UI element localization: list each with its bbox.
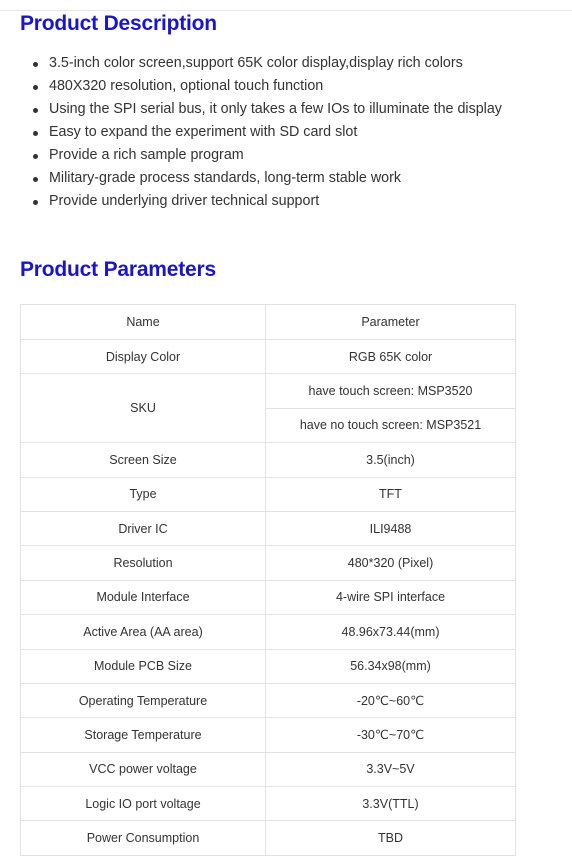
product-description-heading: Product Description — [20, 12, 217, 35]
description-bullet-list — [29, 52, 502, 213]
table-row — [21, 340, 516, 374]
param-value: 3.3V~5V — [266, 752, 516, 786]
param-name: Display Color — [21, 340, 266, 374]
param-name: Power Consumption — [21, 821, 266, 855]
parameters-table — [20, 304, 516, 856]
param-value: -20℃~60℃ — [266, 683, 516, 717]
table-row — [21, 787, 516, 821]
list-item: Provide a rich sample program — [29, 144, 502, 167]
table-row — [21, 683, 516, 717]
param-name: Logic IO port voltage — [21, 787, 266, 821]
table-header-row — [21, 305, 516, 340]
table-row — [21, 580, 516, 614]
table-row — [21, 615, 516, 649]
param-name: Resolution — [21, 546, 266, 580]
table-row — [21, 443, 516, 477]
table-row — [21, 821, 516, 855]
list-item: Using the SPI serial bus, it only takes a few IOs to illuminate the display — [29, 98, 502, 121]
param-name: VCC power voltage — [21, 752, 266, 786]
param-name: Operating Temperature — [21, 683, 266, 717]
param-value: 48.96x73.44(mm) — [266, 615, 516, 649]
list-item: Easy to expand the experiment with SD card slot — [29, 121, 502, 144]
param-name: Module PCB Size — [21, 649, 266, 683]
table-row — [21, 649, 516, 683]
param-value: 56.34x98(mm) — [266, 649, 516, 683]
table-row — [21, 374, 516, 408]
column-header-parameter: Parameter — [266, 305, 516, 340]
param-value: 3.5(inch) — [266, 443, 516, 477]
table-row — [21, 752, 516, 786]
param-name: Module Interface — [21, 580, 266, 614]
param-value: have touch screen: MSP3520 — [266, 374, 516, 408]
table-row — [21, 477, 516, 511]
param-name: Type — [21, 477, 266, 511]
column-header-name: Name — [21, 305, 266, 340]
list-item: 3.5-inch color screen,support 65K color display,display rich colors — [29, 52, 502, 75]
param-value: 480*320 (Pixel) — [266, 546, 516, 580]
param-value: 4-wire SPI interface — [266, 580, 516, 614]
product-parameters-heading: Product Parameters — [20, 258, 216, 281]
param-value: have no touch screen: MSP3521 — [266, 408, 516, 442]
list-item: 480X320 resolution, optional touch function — [29, 75, 502, 98]
param-name: Active Area (AA area) — [21, 615, 266, 649]
table-row — [21, 511, 516, 545]
param-value: TFT — [266, 477, 516, 511]
param-value: 3.3V(TTL) — [266, 787, 516, 821]
param-value: RGB 65K color — [266, 340, 516, 374]
param-name: Driver IC — [21, 511, 266, 545]
param-value: TBD — [266, 821, 516, 855]
table-row — [21, 546, 516, 580]
param-name: Storage Temperature — [21, 718, 266, 752]
param-name: Screen Size — [21, 443, 266, 477]
table-row — [21, 718, 516, 752]
list-item: Provide underlying driver technical support — [29, 190, 502, 213]
param-name: SKU — [21, 374, 266, 443]
param-value: -30℃~70℃ — [266, 718, 516, 752]
list-item: Military-grade process standards, long-term stable work — [29, 167, 502, 190]
param-value: ILI9488 — [266, 511, 516, 545]
